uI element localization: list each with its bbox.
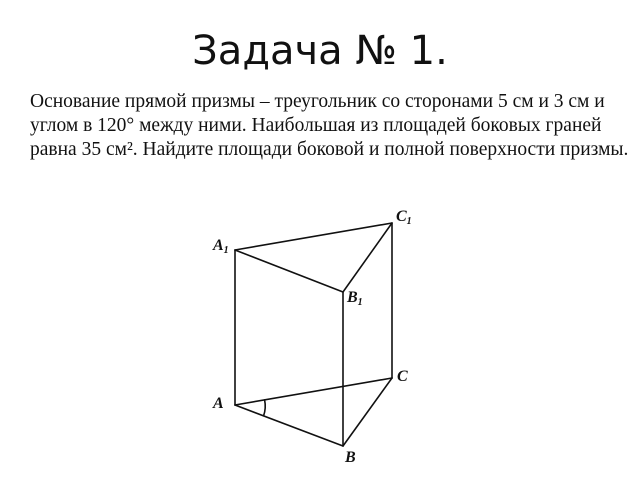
vertex-label-a: A [213,395,224,412]
angle-arc-a [264,400,266,416]
edge-a1-c1 [235,223,392,250]
edge-a-c [235,378,392,405]
vertex-label-a1: A1 [213,237,229,256]
edge-a-b [235,405,343,446]
vertex-label-c: C [397,368,408,385]
edge-a1-b1 [235,250,343,292]
vertex-label-b: B [345,449,356,466]
vertex-label-c1: C1 [396,208,412,227]
edge-b-c [343,378,392,446]
vertex-label-b1: B1 [347,289,363,308]
edge-b1-c1 [343,223,392,292]
slide-title: Задача № 1. [192,28,448,74]
problem-statement: Основание прямой призмы – треугольник со сторонами 5 см и 3 см и углом в 120° между ними. Наибольшая из площадей боковых граней равна 35 см². Найдите площади боковой и полной поверхности призмы. [30,91,629,160]
